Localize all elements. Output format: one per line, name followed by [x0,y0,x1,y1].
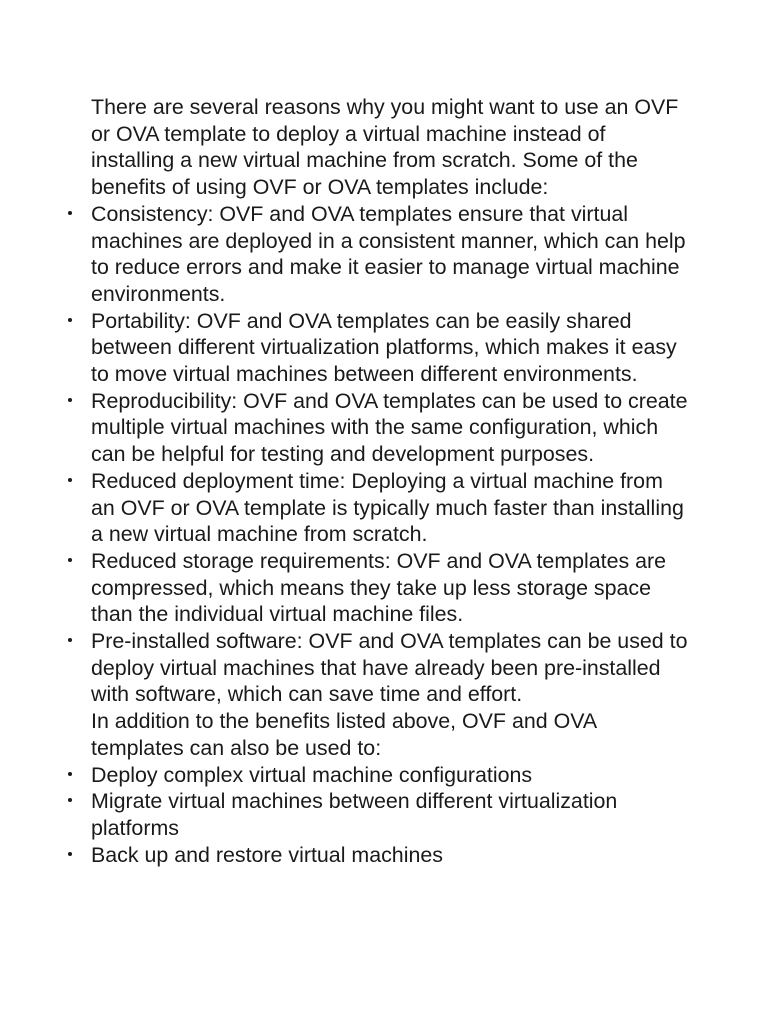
benefit-text: Consistency: OVF and OVA templates ensure that virtual machines are deployed in a consistent manner, which can help to reduce errors and make it easier to manage virtual machine environments. [91,201,686,306]
benefit-text: Pre-installed software: OVF and OVA templates can be used to deploy virtual machines that have already been pre-installed with software, which can save time and effort. [91,629,688,707]
benefit-item-reproducibility [91,388,691,468]
use-item-backup [91,842,691,869]
benefit-text: Reduced deployment time: Deploying a virtual machine from an OVF or OVA template is typically much faster than installing a new virtual machine from scratch. [91,468,684,547]
use-text: Deploy complex virtual machine configurations [91,762,533,787]
document-body [91,94,691,868]
benefit-item-deployment-time [91,468,691,548]
benefit-text: Reproducibility: OVF and OVA templates can be used to create multiple virtual machines with the same configuration, which can be helpful for testing and development purposes. [91,388,688,467]
additional-paragraph: In addition to the benefits listed above, OVF and OVA templates can also be used to: [91,709,596,760]
bullet-icon [68,852,72,856]
use-text: Migrate virtual machines between different virtualization platforms [91,789,618,840]
bullet-icon [68,798,72,802]
benefit-text: Portability: OVF and OVA templates can be easily shared between different virtualization platforms, which makes it easy to move virtual machines between different environments. [91,308,677,387]
bullet-icon [68,211,72,215]
benefit-text: Reduced storage requirements: OVF and OVA templates are compressed, which means they take up less storage space than the individual virtual machine files. [91,548,667,627]
benefit-item-storage [91,548,691,628]
benefit-item-portability [91,308,691,388]
benefit-item-consistency [91,201,691,308]
benefit-item-preinstalled [91,628,691,708]
use-text: Back up and restore virtual machines [91,842,443,867]
uses-list [91,762,691,869]
bullet-icon [68,318,72,322]
bullet-icon [68,398,72,402]
benefits-list [91,201,691,708]
bullet-icon [68,478,72,482]
bullet-icon [68,772,72,776]
use-item-deploy [91,762,691,789]
bullet-icon [68,558,72,562]
intro-paragraph: There are several reasons why you might want to use an OVF or OVA template to deploy a virtual machine instead of installing a new virtual machine from scratch. Some of the benefits of using OVF or OVA templates include: [91,95,679,200]
use-item-migrate [91,788,691,841]
bullet-icon [68,638,72,642]
